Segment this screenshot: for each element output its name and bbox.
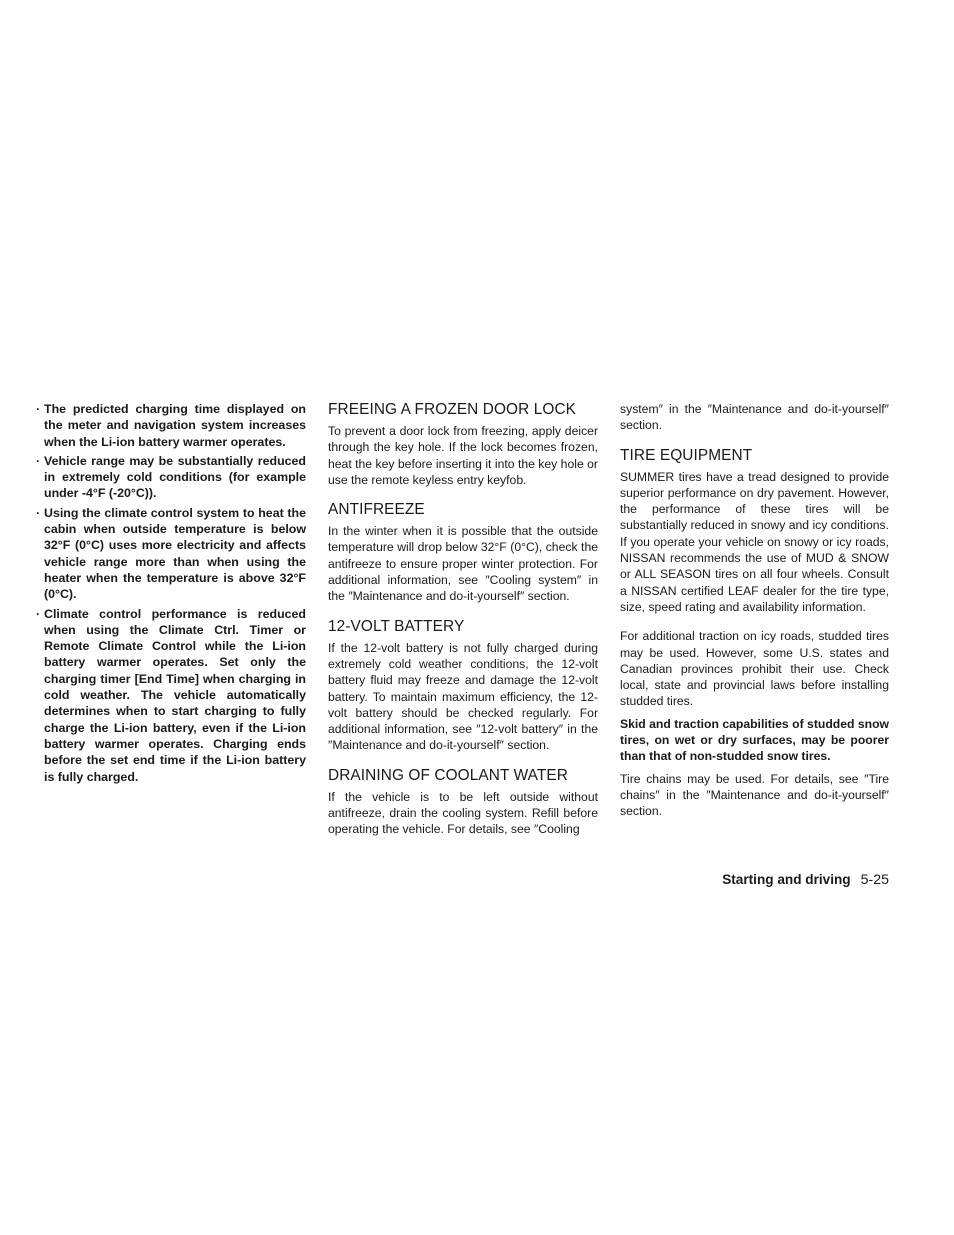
- tire-summer-paragraph: SUMMER tires have a tread designed to provide superior performance on dry pavement. However, the performance of these tires will be substantially reduced in snowy and icy conditions. If you operate your vehicle on snowy or icy roads, NISSAN recommends the use of MUD & SNOW or ALL SEASON tires on all four wheels. Consult a NISSAN certified LEAF dealer for the tire type, size, speed rating and availability information.: [620, 469, 889, 614]
- bullet-marker: ·: [36, 402, 41, 416]
- right-column: [620, 401, 889, 820]
- list-item: [36, 505, 306, 603]
- tire-chains-paragraph: Tire chains may be used. For details, see ″Tire chains″ in the ″Maintenance and do-it-yourself″ section.: [620, 771, 889, 819]
- left-column: [36, 401, 306, 788]
- battery-body: If the 12-volt battery is not fully charged during extremely cold weather conditions, the 12-volt battery fluid may freeze and damage the 12-volt battery. To maintain maximum efficiency, the 12-volt battery should be checked regularly. For additional information, see ″12-volt battery″ in the ″Maintenance and do-it-yourself″ section.: [328, 640, 598, 753]
- tire-studded-paragraph: For additional traction on icy roads, studded tires may be used. However, some U.S. states and Canadian provinces prohibit their use. Check local, state and provincial laws before installing studded tires.: [620, 629, 889, 709]
- tire-equipment-heading: TIRE EQUIPMENT: [620, 446, 753, 464]
- antifreeze-heading: ANTIFREEZE: [328, 501, 425, 519]
- antifreeze-body: In the winter when it is possible that the outside temperature will drop below 32°F (0°C), check the antifreeze to ensure proper winter protection. For additional information, see ″Cooling system″ in the ″Maintenance and do-it-yourself″ section.: [328, 524, 598, 604]
- bullet-text: Vehicle range may be substantially reduced in extremely cold conditions (for example under -4°F (-20°C)).: [44, 453, 306, 501]
- freeing-door-lock-heading: FREEING A FROZEN DOOR LOCK: [328, 401, 577, 418]
- footer-section-title: Starting and driving: [722, 872, 851, 887]
- middle-column: [328, 401, 598, 838]
- bullet-marker: ·: [36, 606, 41, 621]
- cold-weather-bullet-list: [36, 401, 306, 785]
- bullet-text: Using the climate control system to heat the cabin when outside temperature is below 32°F (0°C) uses more electricity and affects vehicle range more than when using the heater when the temperature is above 32°F (0°C).: [44, 505, 306, 602]
- page-footer: [722, 871, 889, 889]
- coolant-heading: DRAINING OF COOLANT WATER: [328, 766, 568, 784]
- page-number: 5-25: [860, 872, 889, 888]
- tire-studded-warning: Skid and traction capabilities of studded snow tires, on wet or dry surfaces, may be poorer than that of non-studded snow tires.: [620, 716, 889, 764]
- bullet-marker: ·: [36, 453, 41, 468]
- bullet-marker: ·: [36, 505, 41, 520]
- bullet-text: Climate control performance is reduced when using the Climate Ctrl. Timer or Remote Climate Control while the Li-ion battery warmer operates. Set only the charging timer [End Time] when charging in cold weather. The vehicle automatically determines when to start charging to fully charge the Li-ion battery, even if the Li-ion battery warmer operates. Charging ends before the set end time if the Li-ion battery is fully charged.: [44, 606, 306, 784]
- list-item: [36, 606, 306, 785]
- list-item: [36, 453, 306, 502]
- battery-heading: 12-VOLT BATTERY: [328, 617, 465, 635]
- coolant-body: If the vehicle is to be left outside without antifreeze, drain the cooling system. Refill before operating the vehicle. For details, see ″Cooling: [328, 789, 598, 837]
- freeing-door-lock-body: To prevent a door lock from freezing, apply deicer through the key hole. If the lock becomes frozen, heat the key before inserting it into the key hole or use the remote keyless entry keyfob.: [328, 424, 598, 487]
- coolant-body-continued: system″ in the ″Maintenance and do-it-yourself″ section.: [620, 402, 889, 433]
- list-item: [36, 401, 306, 450]
- bullet-text: The predicted charging time displayed on the meter and navigation system increases when the Li-ion battery warmer operates.: [44, 402, 306, 449]
